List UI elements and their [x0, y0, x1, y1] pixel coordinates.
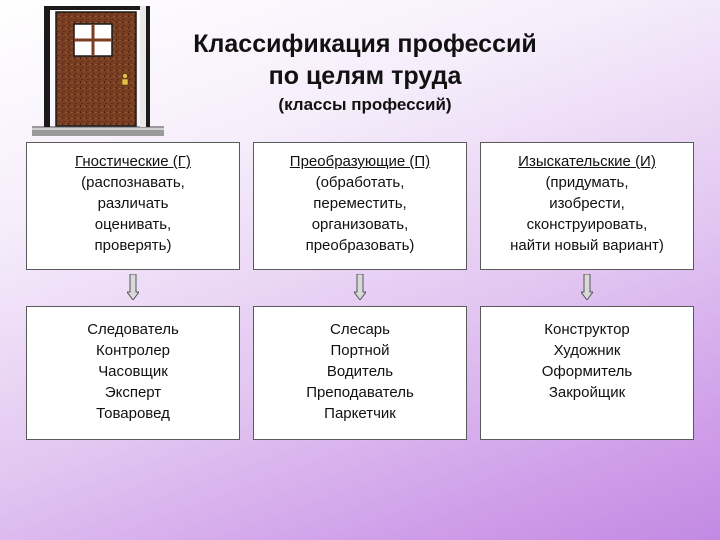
class-box-gnostic: [26, 142, 240, 270]
profession-item: Следователь: [87, 321, 179, 338]
class-box-transforming: [253, 142, 467, 270]
profession-item: Часовщик: [98, 363, 168, 380]
page-subtitle: (классы профессий): [278, 95, 452, 114]
class-verb: (обработать,: [315, 174, 405, 191]
page-title-line2: по целям труда: [268, 62, 462, 90]
profession-item: Паркетчик: [324, 405, 396, 422]
class-verb: (придумать,: [545, 174, 629, 191]
profession-item: Конструктор: [544, 321, 630, 338]
profession-item: Портной: [330, 342, 390, 359]
profession-item: Водитель: [326, 363, 394, 380]
professions-box-exploratory: [480, 306, 694, 440]
profession-item: Контролер: [95, 342, 171, 359]
profession-item: Художник: [553, 342, 621, 359]
class-verb: различать: [97, 195, 169, 212]
class-verb: сконструировать,: [526, 216, 648, 233]
profession-item: Эксперт: [104, 384, 162, 401]
class-verb: найти новый вариант): [510, 237, 664, 254]
class-verb: переместить,: [313, 195, 407, 212]
profession-item: Преподаватель: [306, 384, 414, 401]
class-verb: преобразовать): [305, 237, 415, 254]
page-title: Классификация профессий: [193, 30, 537, 58]
door-icon: [32, 6, 164, 136]
class-heading: Гностические (Г): [75, 153, 191, 170]
class-verb: проверять): [94, 237, 172, 254]
professions-box-transforming: [253, 306, 467, 440]
class-verb: организовать,: [311, 216, 409, 233]
down-arrow-icon: [127, 274, 139, 300]
class-verb: оценивать,: [94, 216, 172, 233]
class-verb: (распознавать,: [81, 174, 185, 191]
class-box-exploratory: [480, 142, 694, 270]
profession-item: Закройщик: [548, 384, 626, 401]
class-heading: Преобразующие (П): [289, 153, 431, 170]
profession-item: Товаровед: [96, 405, 170, 422]
down-arrow-icon: [354, 274, 366, 300]
class-heading: Изыскательские (И): [518, 153, 656, 170]
class-verb: изобрести,: [549, 195, 625, 212]
profession-item: Оформитель: [541, 363, 633, 380]
down-arrow-icon: [581, 274, 593, 300]
profession-item: Слесарь: [330, 321, 390, 338]
professions-box-gnostic: [26, 306, 240, 440]
